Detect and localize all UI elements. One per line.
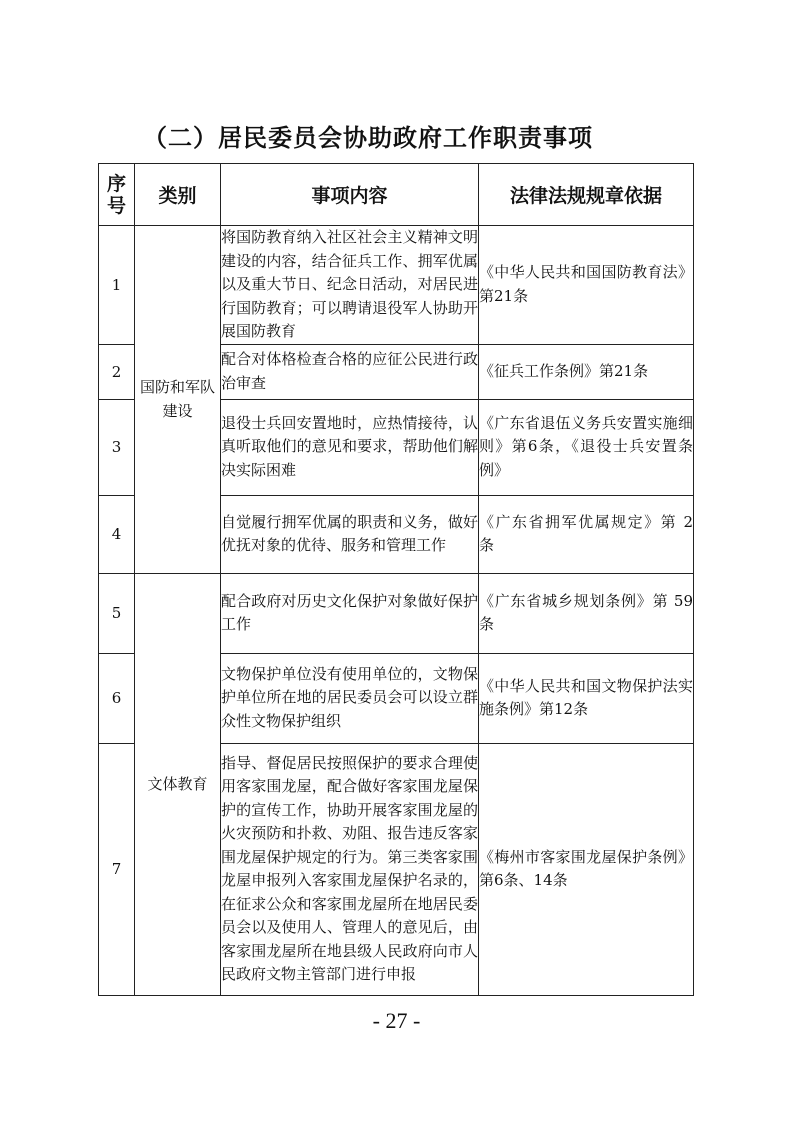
category-cell: 国防和军队建设 [135, 226, 221, 574]
table-row [99, 226, 694, 345]
basis-cell: 《广东省拥军优属规定》第 2 条 [479, 495, 694, 573]
basis-cell: 《广东省退伍义务兵安置实施细则》第6条，《退役士兵安置条例》 [479, 399, 694, 495]
row-number: 4 [99, 495, 135, 573]
basis-cell: 《中华人民共和国国防教育法》第21条 [479, 226, 694, 345]
content-cell: 退役士兵回安置地时，应热情接待，认真听取他们的意见和要求，帮助他们解决实际困难 [221, 399, 479, 495]
content-cell: 指导、督促居民按照保护的要求合理使用客家围龙屋，配合做好客家围龙屋保护的宣传工作，协助开展客家围龙屋的火灾预防和扑救、劝阻、报告违反客家围龙屋保护规定的行为。第三类客家围龙屋申报列入客家围龙屋保护名录的，在征求公众和客家围龙屋所在地居民委员会以及使用人、管理人的意见后，由客家围龙屋所在地县级人民政府向市人民政府文物主管部门进行申报 [221, 743, 479, 995]
row-number: 6 [99, 653, 135, 743]
table-row [99, 573, 694, 653]
section-title: （二）居民委员会协助政府工作职责事项 [143, 124, 593, 152]
page-number: - 27 - [372, 1008, 421, 1033]
row-number: 5 [99, 573, 135, 653]
basis-cell: 《梅州市客家围龙屋保护条例》第6条、14条 [479, 743, 694, 995]
basis-cell: 《广东省城乡规划条例》第 59 条 [479, 573, 694, 653]
header-seq: 序号 [99, 164, 135, 226]
category-cell: 文体教育 [135, 573, 221, 995]
content-cell: 文物保护单位没有使用单位的，文物保护单位所在地的居民委员会可以设立群众性文物保护组织 [221, 653, 479, 743]
duty-table [98, 163, 694, 996]
row-number: 3 [99, 399, 135, 495]
basis-cell: 《中华人民共和国文物保护法实施条例》第12条 [479, 653, 694, 743]
table-header-row [99, 164, 694, 226]
header-basis: 法律法规规章依据 [479, 164, 694, 226]
row-number: 7 [99, 743, 135, 995]
basis-cell: 《征兵工作条例》第21条 [479, 344, 694, 399]
row-number: 1 [99, 226, 135, 345]
content-cell: 配合政府对历史文化保护对象做好保护工作 [221, 573, 479, 653]
content-cell: 将国防教育纳入社区社会主义精神文明建设的内容，结合征兵工作、拥军优属以及重大节日、纪念日活动，对居民进行国防教育；可以聘请退役军人协助开展国防教育 [221, 226, 479, 345]
content-cell: 自觉履行拥军优属的职责和义务，做好优抚对象的优待、服务和管理工作 [221, 495, 479, 573]
header-category: 类别 [135, 164, 221, 226]
header-content: 事项内容 [221, 164, 479, 226]
content-cell: 配合对体格检查合格的应征公民进行政治审查 [221, 344, 479, 399]
row-number: 2 [99, 344, 135, 399]
